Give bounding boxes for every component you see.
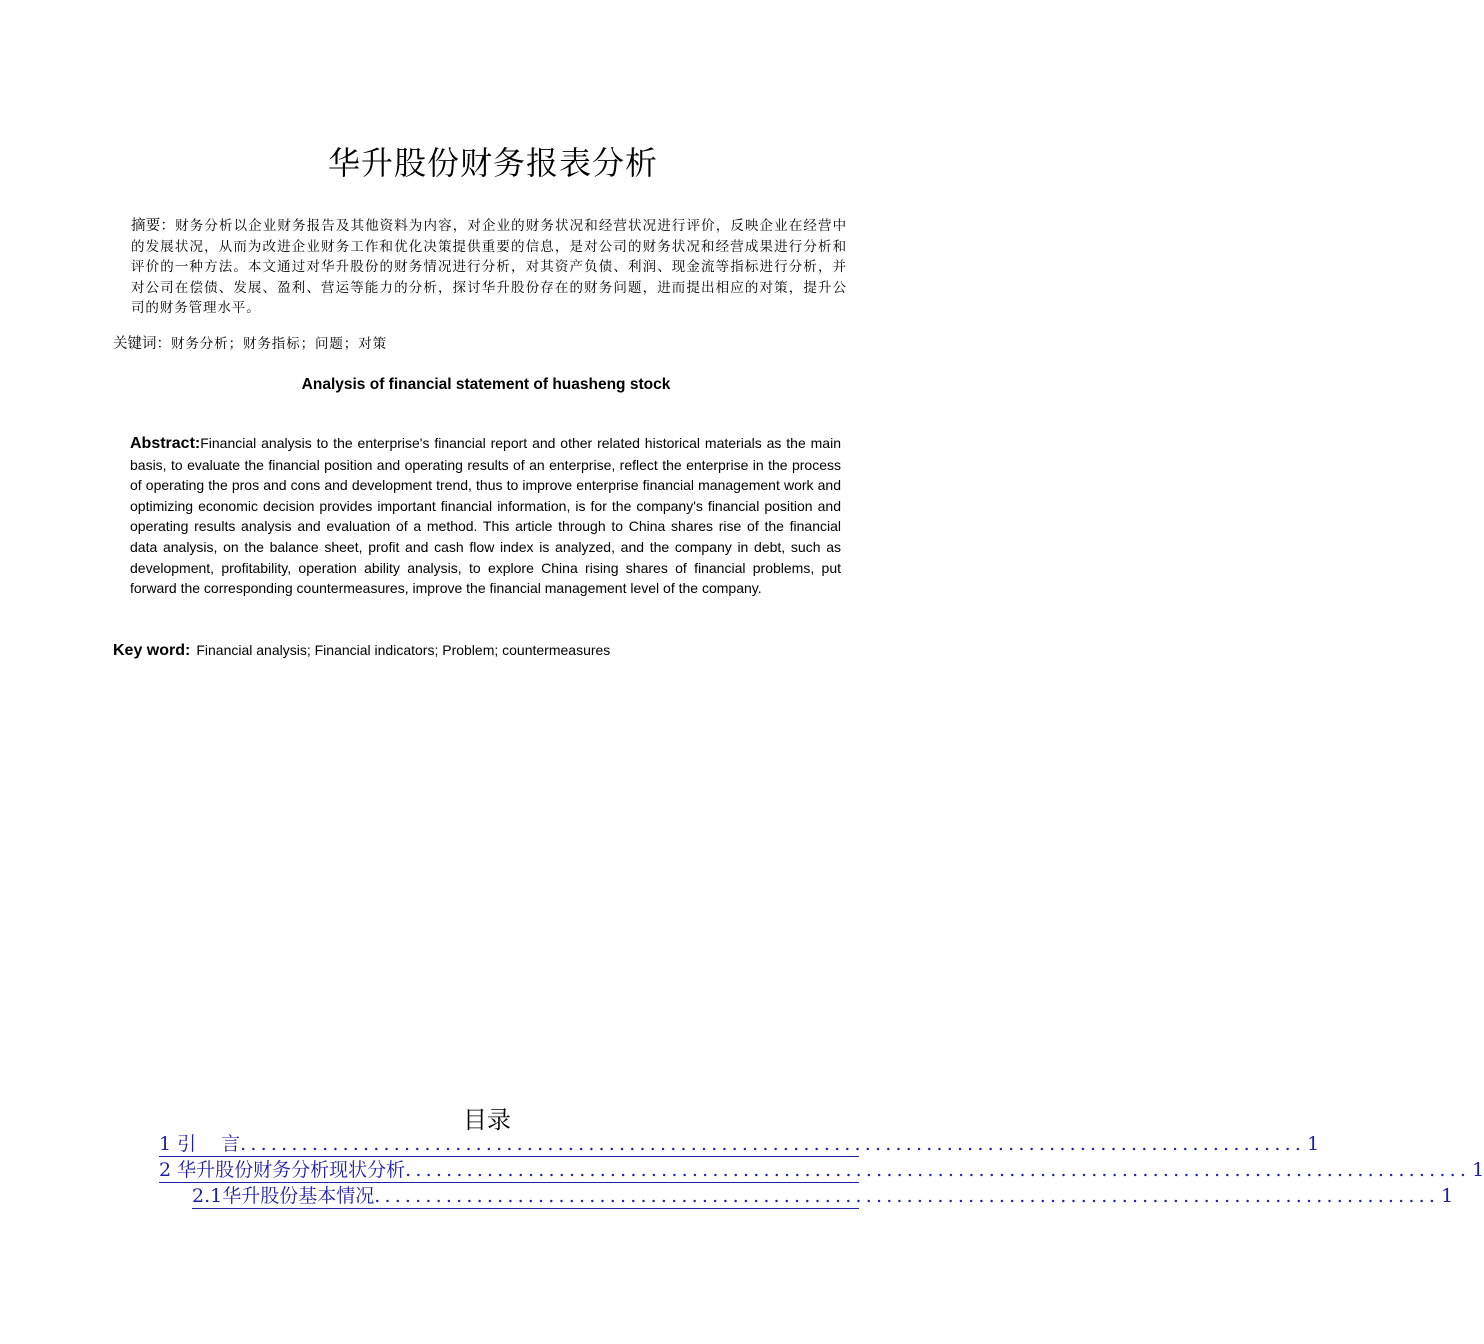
- en-abstract-text: Financial analysis to the enterprise's financial report and other related historical materials as the main basis, to evaluate the financial position and operating results of an enterprise, reflect the enterprise in the process of operating the pros and cons and development trend, thus to improve enterprise financial management work and optimizing economic decision provides important financial information, is for the company's financial position and operating results analysis and evaluation of a method. This article through to China shares rise of the financial data analysis, on the balance sheet, profit and cash flow index is analyzed, and the company in debt, such as development, profitability, operation ability analysis, to explore China rising shares of financial problems, put forward the corresponding countermeasures, improve the financial management level of the company.: [130, 435, 841, 597]
- toc-link-financial-status[interactable]: [159, 1156, 1484, 1183]
- cn-keywords-label: 关键词：: [113, 336, 171, 352]
- toc-page-number: 1: [1472, 1159, 1484, 1181]
- cn-keywords: [113, 334, 853, 354]
- toc-dot-leader: ........................................................................................................: [240, 1133, 1306, 1155]
- toc-link-basic-info[interactable]: [192, 1182, 1454, 1209]
- toc-dot-leader: ........................................................................................................: [405, 1159, 1471, 1181]
- toc-entry-text: 1 引 言: [159, 1133, 241, 1155]
- en-keywords: [113, 640, 853, 661]
- en-keywords-label: Key word:: [113, 642, 191, 659]
- toc-dot-leader: ........................................................................................................: [374, 1185, 1440, 1207]
- en-keywords-text: Financial analysis; Financial indicators; Problem; countermeasures: [196, 642, 611, 658]
- en-abstract: [130, 433, 841, 599]
- toc-page-number: 1: [1441, 1185, 1454, 1207]
- toc-entry-text: 2.1华升股份基本情况: [192, 1185, 375, 1207]
- toc-link-introduction[interactable]: [159, 1130, 1320, 1157]
- toc-entry-text: 2 华升股份财务分析现状分析: [159, 1159, 406, 1181]
- english-title: Analysis of financial statement of huasheng stock: [301, 376, 671, 393]
- toc-title: 目录: [463, 1106, 511, 1134]
- en-abstract-label: Abstract:: [130, 435, 201, 452]
- page-title: 华升股份财务报表分析: [327, 144, 658, 182]
- cn-abstract-text: 财务分析以企业财务报告及其他资料为内容，对企业的财务状况和经营状况进行评价，反映企业在经营中的发展状况，从而为改进企业财务工作和优化决策提供重要的信息，是对公司的财务状况和经营成果进行分析和评价的一种方法。本文通过对华升股份的财务情况进行分析，对其资产负债、利润、现金流等指标进行分析，并对公司在偿债、发展、盈利、营运等能力的分析，探讨华升股份存在的财务问题，进而提出相应的对策，提升公司的财务管理水平。: [131, 218, 848, 316]
- cn-abstract: [131, 216, 847, 319]
- toc-page-number: 1: [1307, 1133, 1320, 1155]
- cn-keywords-text: 财务分析；财务指标；问题；对策: [171, 336, 387, 352]
- cn-abstract-label: 摘要：: [131, 218, 176, 234]
